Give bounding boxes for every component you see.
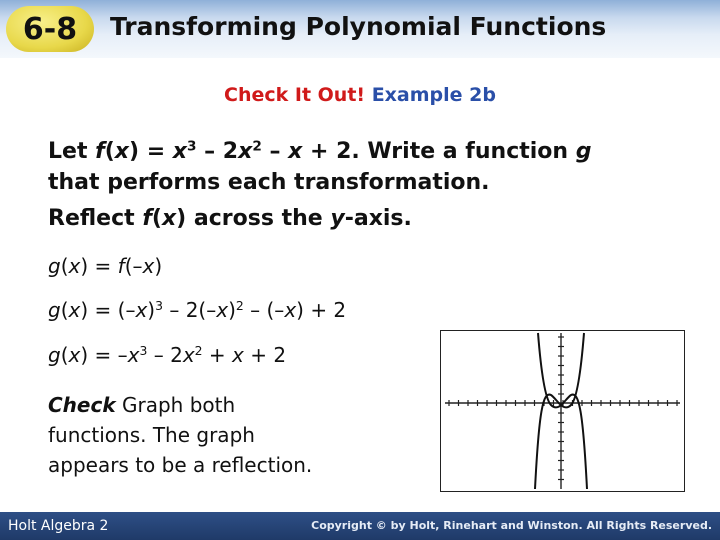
footer-copyright: Copyright © by Holt, Rinehart and Winston. All Rights Reserved. <box>311 519 712 532</box>
footer-bar <box>0 512 720 540</box>
graph-plot <box>441 331 684 491</box>
instruction: Reflect f(x) across the y-axis. <box>48 206 412 231</box>
equation-3: $g(x) = -x^3 - 2x^2 + x + 2$ <box>48 343 287 367</box>
equation-2: $g(x) = (-x)^3 - 2(-x)^2 - (-x) + 2$ <box>48 298 347 322</box>
example-heading <box>0 84 720 106</box>
graph-window <box>440 330 685 492</box>
check-word: Check <box>48 393 116 417</box>
equation-1: g(x) = f(–x) <box>48 254 163 278</box>
page-title: Transforming Polynomial Functions <box>110 12 607 41</box>
problem-line-1: Let $f(x) = x^3 - 2x^2 - x + 2$. Write a function g <box>48 138 592 164</box>
lesson-badge: 6-8 <box>6 6 94 52</box>
footer-course: Holt Algebra 2 <box>8 518 109 534</box>
example-label: Example 2b <box>371 84 496 106</box>
problem-statement <box>48 136 591 198</box>
check-note: Check Graph both functions. The graph appears to be a reflection. <box>48 393 313 477</box>
problem-line-2: that performs each transformation. <box>48 170 490 195</box>
header-bar <box>0 0 720 58</box>
check-it-out-label: Check It Out! <box>224 84 366 106</box>
